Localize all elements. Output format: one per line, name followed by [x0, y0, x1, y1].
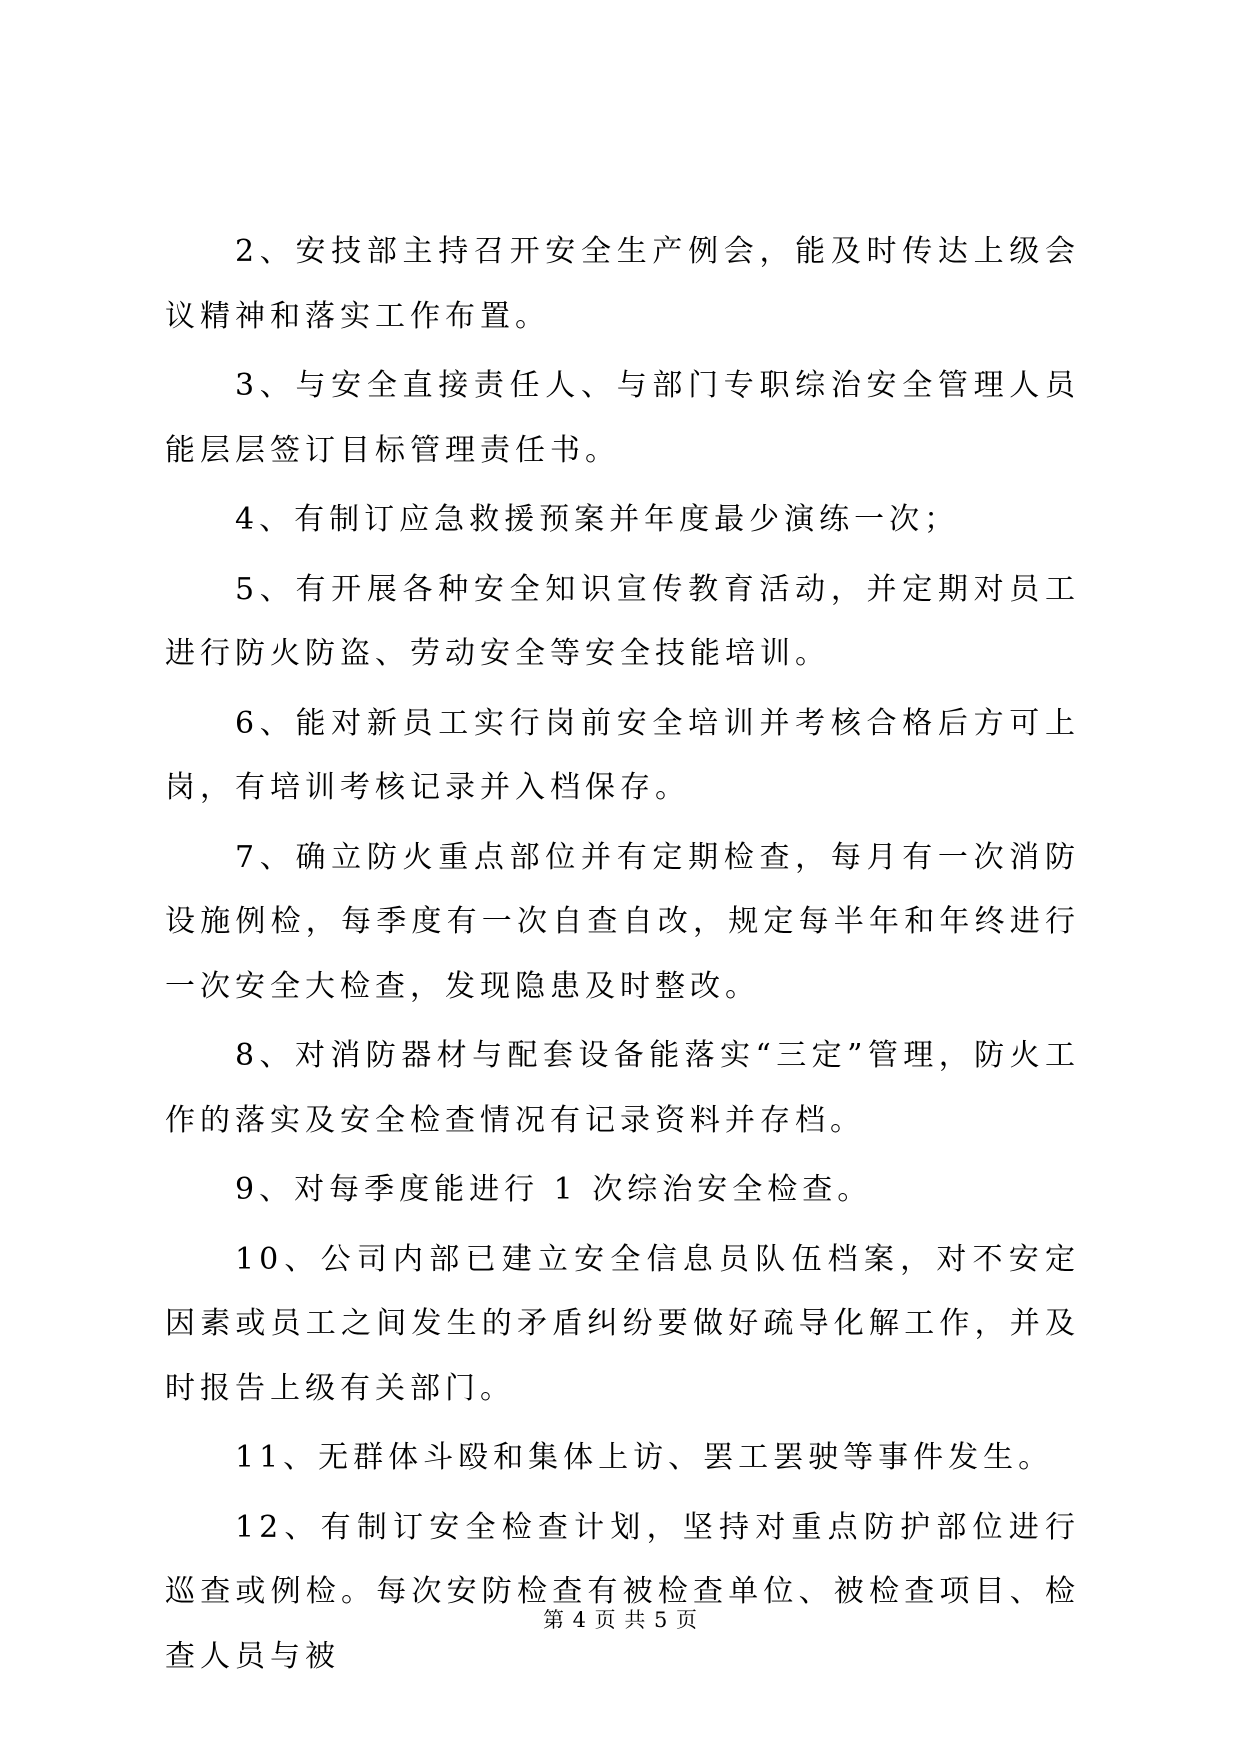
paragraph-item-4: 4、有制订应急救援预案并年度最少演练一次； [235, 502, 960, 537]
document-body [165, 220, 1080, 1694]
paragraph-item-5: 5、有开展各种安全知识宣传教育活动，并定期对员工进行防火防盗、劳动安全等安全技能培训。 [165, 571, 1080, 671]
paragraph-item-8: 8、对消防器材与配套设备能落实“三定”管理，防火工作的落实及安全检查情况有记录资料并存档。 [165, 1038, 1080, 1138]
page-number-footer: 第 4 页 共 5 页 [542, 1608, 699, 1632]
paragraph-item-12: 12、有制订安全检查计划，坚持对重点防护部位进行巡查或例检。每次安防检查有被检查单位、被检查项目、检查人员与被 [165, 1509, 1080, 1674]
paragraph-item-7: 7、确立防火重点部位并有定期检查，每月有一次消防设施例检，每季度有一次自查自改，规定每半年和年终进行一次安全大检查，发现隐患及时整改。 [165, 839, 1080, 1004]
paragraph-item-2: 2、安技部主持召开安全生产例会，能及时传达上级会议精神和落实工作布置。 [165, 234, 1080, 334]
paragraph-item-10: 10、公司内部已建立安全信息员队伍档案，对不安定因素或员工之间发生的矛盾纠纷要做好疏导化解工作，并及时报告上级有关部门。 [165, 1241, 1080, 1406]
paragraph-item-3: 3、与安全直接责任人、与部门专职综治安全管理人员能层层签订目标管理责任书。 [165, 368, 1080, 468]
paragraph-item-11: 11、无群体斗殴和集体上访、罢工罢驶等事件发生。 [235, 1440, 1054, 1475]
paragraph-item-6: 6、能对新员工实行岗前安全培训并考核合格后方可上岗，有培训考核记录并入档保存。 [165, 705, 1080, 805]
paragraph-item-9: 9、对每季度能进行 1 次综治安全检查。 [235, 1172, 873, 1207]
